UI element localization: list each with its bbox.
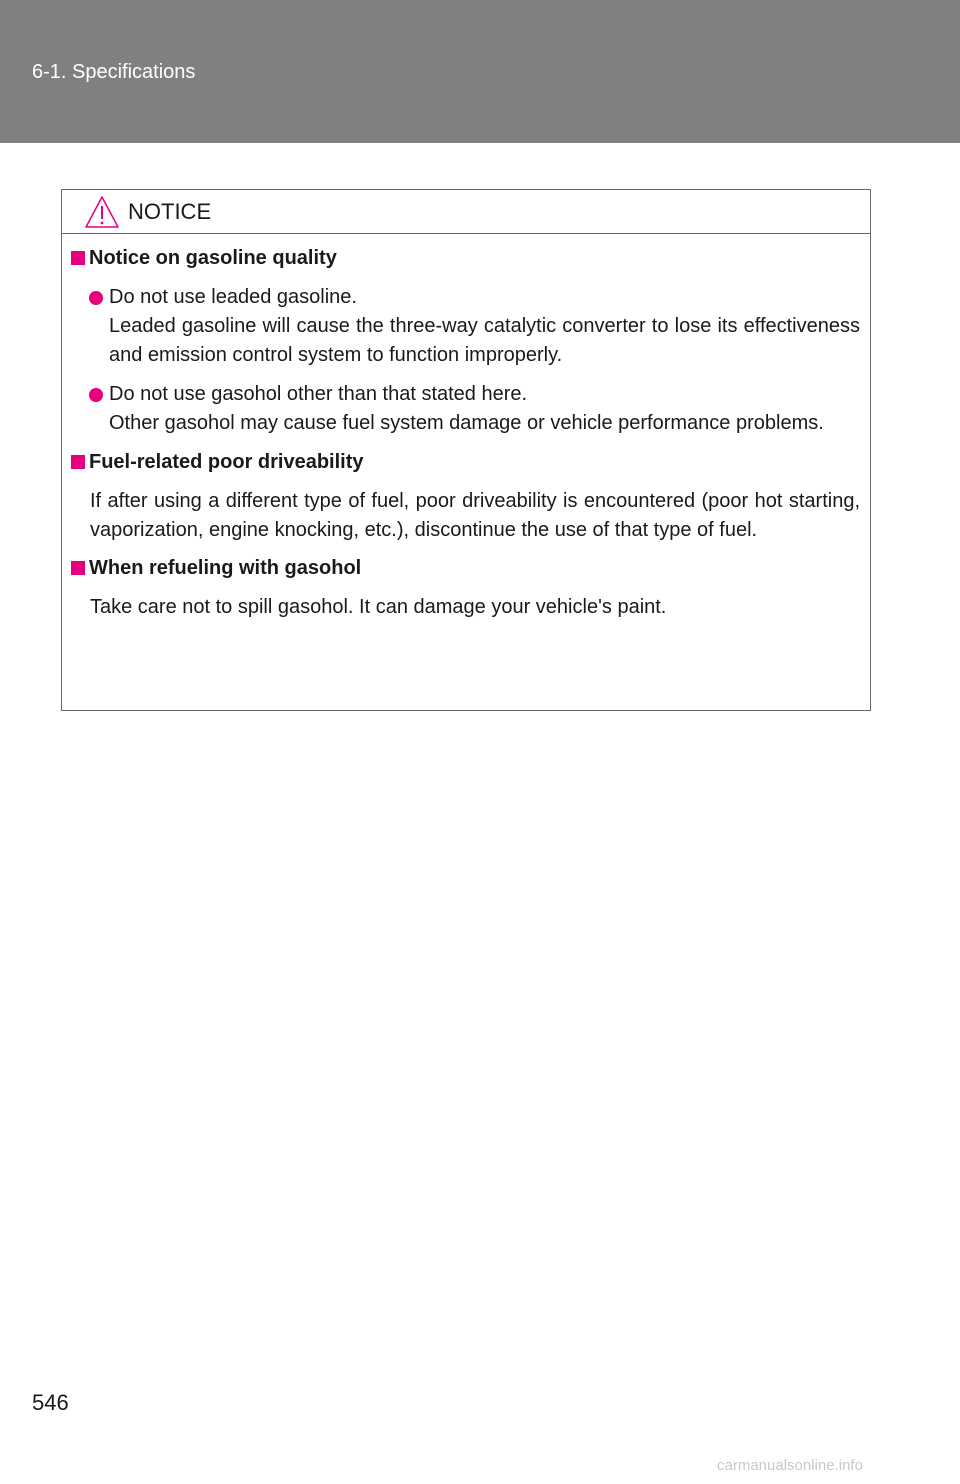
section-heading-text: Notice on gasoline quality xyxy=(89,247,337,269)
bullet-text: Leaded gasoline will cause the three-way catalytic converter to lose its effectiveness and emission control system to function improperly. xyxy=(109,315,860,366)
section-paragraph xyxy=(62,487,870,545)
square-bullet-icon xyxy=(71,561,85,575)
warning-triangle-icon xyxy=(84,195,120,229)
section-heading xyxy=(62,448,870,477)
notice-box xyxy=(61,189,871,711)
bullet-item xyxy=(62,283,870,370)
section-title: 6-1. Specifications xyxy=(32,61,196,83)
bullet-text: Other gasohol may cause fuel system damage or vehicle performance problems. xyxy=(109,412,824,434)
section-heading xyxy=(62,554,870,583)
circle-bullet-icon xyxy=(89,388,103,402)
bullet-lead: Do not use leaded gasoline. xyxy=(109,286,357,308)
circle-bullet-icon xyxy=(89,291,103,305)
notice-title: NOTICE xyxy=(128,199,212,224)
watermark-text: carmanualsonline.info xyxy=(717,1457,863,1474)
bullet-lead: Do not use gasohol other than that stated here. xyxy=(109,383,528,405)
section-heading-text: When refueling with gasohol xyxy=(89,557,362,579)
section-heading xyxy=(62,244,870,273)
notice-content xyxy=(62,244,870,631)
page-header xyxy=(0,0,960,143)
section-paragraph xyxy=(62,593,870,622)
bullet-item xyxy=(62,380,870,438)
paragraph-text: Take care not to spill gasohol. It can damage your vehicle's paint. xyxy=(90,596,667,618)
page-number: 546 xyxy=(32,1390,69,1415)
section-heading-text: Fuel-related poor driveability xyxy=(89,451,364,473)
square-bullet-icon xyxy=(71,251,85,265)
paragraph-text: If after using a different type of fuel, poor driveability is encountered (poor hot starting, vaporization, engine knocking, etc.), discontinue the use of that type of fuel. xyxy=(90,490,860,541)
square-bullet-icon xyxy=(71,455,85,469)
notice-header xyxy=(62,190,870,234)
